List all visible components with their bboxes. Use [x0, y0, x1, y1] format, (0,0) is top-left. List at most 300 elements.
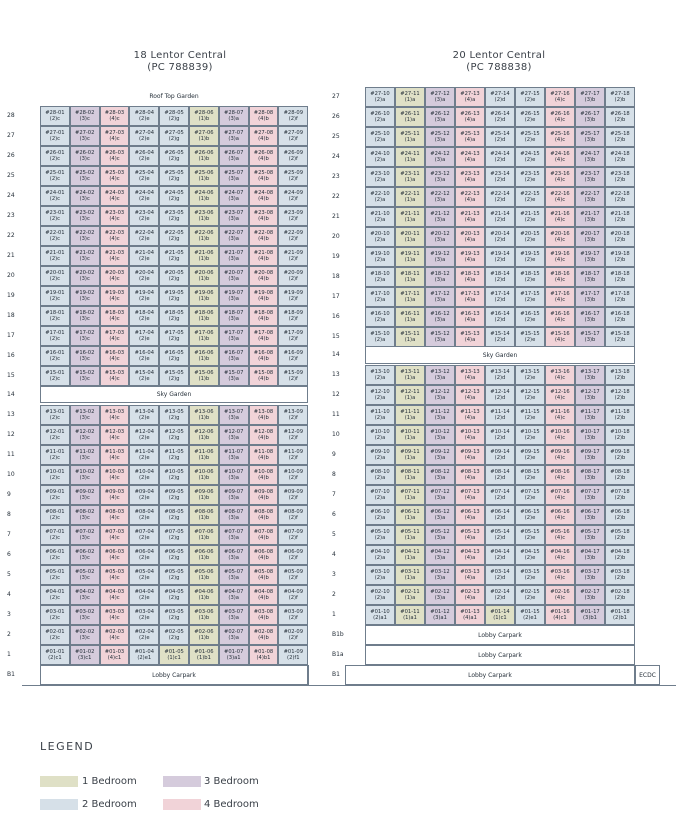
building-18-floor-13: 13 — [7, 411, 15, 418]
unit-cell — [605, 405, 635, 425]
unit-cell — [189, 445, 219, 465]
unit-type: (3)c1 — [77, 655, 92, 661]
unit-cell — [70, 326, 100, 346]
unit-type: (2)b — [614, 157, 626, 163]
unit-type: (4)c — [109, 435, 120, 441]
unit-cell — [605, 107, 635, 127]
unit-cell — [278, 545, 308, 565]
unit-number: #06-11 — [400, 508, 420, 515]
unit-type: (2)b — [614, 277, 626, 283]
unit-number: #02-04 — [134, 628, 154, 635]
unit-type: (4)a1 — [463, 615, 477, 621]
unit-cell — [129, 445, 159, 465]
unit-type: (3)a — [434, 515, 446, 521]
unit-number: #23-18 — [610, 170, 630, 177]
building-20-floor-17: 17 — [332, 293, 340, 300]
unit-number: #01-08 — [253, 648, 274, 655]
unit-cell — [365, 247, 395, 267]
unit-type: (1)a — [404, 117, 416, 123]
unit-number: #21-15 — [520, 210, 540, 217]
unit-number: #22-07 — [223, 229, 244, 236]
unit-cell — [605, 187, 635, 207]
unit-type: (4)b — [258, 595, 269, 601]
unit-number: #27-03 — [104, 129, 125, 136]
unit-type: (2)b — [614, 257, 626, 263]
unit-type: (4)a — [464, 495, 476, 501]
unit-cell — [425, 207, 455, 227]
unit-cell — [575, 127, 605, 147]
unit-type: (2)e — [139, 356, 150, 362]
unit-cell — [365, 445, 395, 465]
unit-type: (3)b — [584, 317, 596, 323]
unit-type: (2)d — [494, 575, 506, 581]
unit-cell — [455, 565, 485, 585]
unit-number: #25-13 — [460, 130, 480, 137]
unit-cell — [40, 146, 70, 166]
unit-cell — [485, 267, 515, 287]
unit-type: (4)a — [464, 317, 476, 323]
unit-number: #22-13 — [460, 190, 480, 197]
unit-cell — [159, 585, 189, 605]
unit-type: (1)b — [198, 475, 210, 481]
unit-type: (4)a — [464, 515, 476, 521]
unit-number: #26-17 — [580, 110, 600, 117]
unit-number: #12-07 — [223, 428, 244, 435]
building-18-floor-23: 23 — [7, 212, 15, 219]
unit-number: #06-01 — [45, 548, 65, 555]
unit-type: (3)a — [228, 196, 239, 202]
unit-number: #26-16 — [550, 110, 570, 117]
unit-number: #07-18 — [610, 488, 630, 495]
unit-type: (4)a — [464, 415, 476, 421]
unit-cell — [455, 485, 485, 505]
unit-type: (2)g — [168, 196, 180, 202]
unit-cell — [485, 505, 515, 525]
building-20-postal: (PC 788838) — [466, 62, 532, 73]
unit-number: #23-01 — [45, 209, 65, 216]
unit-number: #09-14 — [490, 448, 510, 455]
unit-number: #11-08 — [253, 448, 274, 455]
unit-number: #28-04 — [134, 109, 154, 116]
unit-type: (1)b — [198, 415, 210, 421]
building-20-floor-14: 14 — [332, 351, 340, 358]
unit-number: #03-06 — [194, 608, 214, 615]
unit-number: #05-04 — [134, 568, 154, 575]
unit-type: (1)a — [404, 197, 416, 203]
unit-type: (2)f — [288, 515, 298, 521]
unit-cell — [425, 365, 455, 385]
unit-type: (4)a — [464, 97, 476, 103]
unit-number: #08-18 — [610, 468, 630, 475]
building-20-name: 20 Lentor Central — [452, 50, 546, 61]
unit-number: #06-17 — [580, 508, 600, 515]
building-20-floor-3: 3 — [332, 571, 336, 578]
unit-type: (3)a — [434, 435, 446, 441]
unit-cell — [219, 186, 249, 206]
building-20-floor-16: 16 — [332, 313, 340, 320]
unit-number: #07-17 — [580, 488, 600, 495]
unit-cell — [70, 545, 100, 565]
unit-number: #09-15 — [520, 448, 540, 455]
unit-cell — [40, 286, 70, 306]
unit-type: (2)a1 — [373, 615, 387, 621]
unit-type: (2)f — [288, 615, 298, 621]
unit-type: (3)b — [584, 475, 596, 481]
unit-cell — [485, 87, 515, 107]
unit-cell — [40, 465, 70, 485]
unit-number: #21-07 — [223, 249, 244, 256]
unit-type: (2)a — [374, 97, 386, 103]
building-20-floor-26: 26 — [332, 113, 340, 120]
unit-cell — [395, 365, 425, 385]
unit-cell — [515, 525, 545, 545]
unit-number: #18-14 — [490, 270, 510, 277]
unit-cell — [455, 365, 485, 385]
unit-number: #16-02 — [74, 349, 95, 356]
unit-cell — [365, 327, 395, 347]
unit-type: (3)b — [584, 515, 596, 521]
unit-cell — [575, 107, 605, 127]
unit-type: (3)a — [434, 177, 446, 183]
unit-type: (3)a — [228, 156, 239, 162]
unit-type: (2)f — [288, 535, 298, 541]
unit-type: (4)a — [464, 217, 476, 223]
unit-number: #02-06 — [194, 628, 214, 635]
unit-number: #04-06 — [194, 588, 214, 595]
unit-type: (2)b — [614, 375, 626, 381]
unit-type: (2)b — [614, 575, 626, 581]
unit-cell — [70, 485, 100, 505]
unit-cell — [40, 645, 70, 665]
unit-type: (1)a — [404, 395, 416, 401]
unit-number: #16-18 — [610, 310, 630, 317]
unit-number: #07-01 — [45, 528, 65, 535]
unit-cell — [100, 306, 130, 326]
unit-type: (3)a1 — [226, 655, 241, 661]
unit-number: #22-05 — [164, 229, 184, 236]
unit-number: #02-16 — [550, 588, 570, 595]
unit-cell — [455, 505, 485, 525]
unit-type: (2)g — [168, 256, 180, 262]
unit-type: (2)e — [524, 475, 536, 481]
building-18-floor-19: 19 — [7, 292, 15, 299]
unit-number: #26-13 — [460, 110, 480, 117]
unit-type: (2)b — [614, 395, 626, 401]
unit-cell — [515, 187, 545, 207]
unit-cell — [545, 107, 575, 127]
unit-cell — [100, 565, 130, 585]
unit-number: #21-02 — [74, 249, 95, 256]
unit-type: (2)g — [168, 615, 180, 621]
unit-number: #18-12 — [430, 270, 450, 277]
unit-type: (4)b — [258, 236, 269, 242]
unit-cell — [159, 445, 189, 465]
unit-type: (2)b — [614, 117, 626, 123]
unit-number: #27-06 — [194, 129, 214, 136]
unit-number: #10-13 — [460, 428, 480, 435]
unit-number: #20-18 — [610, 230, 630, 237]
unit-cell — [40, 346, 70, 366]
building-18-floor-24: 24 — [7, 192, 15, 199]
unit-number: #02-05 — [164, 628, 184, 635]
unit-cell — [545, 505, 575, 525]
unit-number: #12-10 — [370, 388, 390, 395]
unit-number: #08-08 — [253, 508, 274, 515]
unit-cell — [100, 366, 130, 386]
unit-type: (2)a — [374, 475, 386, 481]
unit-number: #17-06 — [194, 329, 214, 336]
unit-cell — [189, 505, 219, 525]
unit-type: (4)a — [464, 277, 476, 283]
unit-cell — [425, 525, 455, 545]
unit-type: (4)c — [554, 395, 566, 401]
unit-type: (4)c — [109, 555, 120, 561]
unit-type: (1)b — [198, 575, 210, 581]
unit-cell — [605, 147, 635, 167]
unit-number: #10-18 — [610, 428, 630, 435]
unit-number: #10-06 — [194, 468, 214, 475]
unit-number: #21-16 — [550, 210, 570, 217]
unit-number: #15-16 — [550, 330, 570, 337]
unit-cell — [455, 247, 485, 267]
unit-cell — [159, 146, 189, 166]
unit-type: (4)b — [258, 535, 269, 541]
unit-type: (2)d — [494, 455, 506, 461]
unit-cell — [70, 246, 100, 266]
building-18-floor-1: 1 — [7, 651, 11, 658]
unit-cell — [515, 365, 545, 385]
unit-number: #26-02 — [74, 149, 95, 156]
unit-number: #04-18 — [610, 548, 630, 555]
unit-number: #20-04 — [134, 269, 154, 276]
unit-number: #15-14 — [490, 330, 510, 337]
unit-number: #02-14 — [490, 588, 510, 595]
unit-cell — [365, 485, 395, 505]
building-18-right-wall — [308, 665, 309, 685]
unit-number: #15-18 — [610, 330, 630, 337]
unit-cell — [249, 166, 279, 186]
building-20-floor-9: 9 — [332, 451, 336, 458]
unit-type: (3)a — [434, 217, 446, 223]
unit-cell — [189, 206, 219, 226]
unit-type: (4)a — [464, 435, 476, 441]
unit-cell — [100, 425, 130, 445]
unit-type: (4)c — [109, 635, 120, 641]
unit-type: (4)c — [554, 455, 566, 461]
unit-type: (4)c — [109, 575, 120, 581]
unit-type: (2)f — [288, 356, 298, 362]
unit-number: #20-12 — [430, 230, 450, 237]
unit-type: (2)c — [49, 475, 60, 481]
unit-type: (4)c — [554, 317, 566, 323]
unit-cell — [129, 326, 159, 346]
unit-cell — [395, 545, 425, 565]
unit-type: (2)a — [374, 317, 386, 323]
unit-cell — [129, 625, 159, 645]
unit-number: #23-05 — [164, 209, 184, 216]
unit-cell — [70, 565, 100, 585]
unit-type: (2)b — [614, 495, 626, 501]
unit-cell — [515, 605, 545, 625]
unit-number: #08-14 — [490, 468, 510, 475]
unit-number: #18-13 — [460, 270, 480, 277]
unit-number: #10-03 — [104, 468, 125, 475]
unit-number: #18-03 — [104, 309, 125, 316]
unit-number: #15-07 — [223, 369, 244, 376]
unit-type: (3)b — [584, 595, 596, 601]
unit-type: (2)a — [374, 435, 386, 441]
unit-type: (2)e — [139, 136, 150, 142]
unit-number: #01-06 — [194, 648, 214, 655]
unit-cell — [545, 267, 575, 287]
unit-type: (2)e — [139, 236, 150, 242]
building-18-floor-5: 5 — [7, 571, 11, 578]
unit-type: (4)c — [109, 236, 120, 242]
unit-cell — [545, 247, 575, 267]
unit-number: #09-18 — [610, 448, 630, 455]
unit-cell — [189, 605, 219, 625]
unit-type: (4)b — [258, 116, 269, 122]
unit-type: (2)g — [168, 216, 180, 222]
unit-cell — [485, 545, 515, 565]
unit-cell — [545, 425, 575, 445]
unit-type: (2)c — [49, 256, 60, 262]
unit-number: #19-04 — [134, 289, 154, 296]
unit-cell — [515, 465, 545, 485]
unit-cell — [515, 87, 545, 107]
unit-number: #28-02 — [74, 109, 95, 116]
unit-type: (4)a — [464, 375, 476, 381]
unit-cell — [40, 166, 70, 186]
unit-number: #24-04 — [134, 189, 154, 196]
unit-number: #22-17 — [580, 190, 600, 197]
unit-cell — [278, 166, 308, 186]
unit-type: (3)a — [434, 277, 446, 283]
unit-type: (4)c — [554, 555, 566, 561]
unit-type: (4)c — [554, 435, 566, 441]
unit-number: #19-16 — [550, 250, 570, 257]
building-20-floor-5: 5 — [332, 531, 336, 538]
unit-cell — [455, 605, 485, 625]
unit-cell — [219, 605, 249, 625]
unit-number: #21-06 — [194, 249, 214, 256]
unit-cell — [189, 425, 219, 445]
unit-cell — [575, 147, 605, 167]
unit-cell — [189, 326, 219, 346]
unit-cell — [219, 206, 249, 226]
unit-cell — [189, 465, 219, 485]
unit-type: (3)c — [79, 236, 90, 242]
unit-cell — [455, 307, 485, 327]
unit-number: #19-09 — [283, 289, 303, 296]
unit-type: (2)f — [288, 116, 298, 122]
unit-type: (3)b — [584, 495, 596, 501]
unit-type: (2)d — [494, 297, 506, 303]
unit-cell — [515, 287, 545, 307]
unit-number: #27-14 — [490, 90, 510, 97]
unit-number: #02-08 — [253, 628, 274, 635]
unit-type: (2)f — [288, 136, 298, 142]
unit-number: #21-13 — [460, 210, 480, 217]
unit-number: #03-09 — [283, 608, 303, 615]
unit-number: #10-07 — [223, 468, 244, 475]
unit-type: (2)d — [494, 395, 506, 401]
unit-number: #13-03 — [104, 408, 125, 415]
unit-number: #09-13 — [460, 448, 480, 455]
unit-type: (4)b — [258, 156, 269, 162]
unit-cell — [159, 266, 189, 286]
unit-number: #16-10 — [370, 310, 390, 317]
unit-cell — [545, 87, 575, 107]
unit-cell — [159, 326, 189, 346]
unit-number: #15-10 — [370, 330, 390, 337]
unit-type: (3)a — [434, 555, 446, 561]
unit-cell — [425, 505, 455, 525]
unit-number: #05-10 — [370, 528, 390, 535]
unit-number: #19-03 — [104, 289, 125, 296]
unit-cell — [129, 146, 159, 166]
unit-number: #18-17 — [580, 270, 600, 277]
unit-number: #17-01 — [45, 329, 65, 336]
unit-number: #13-09 — [283, 408, 303, 415]
unit-type: (2)d — [494, 317, 506, 323]
unit-number: #25-06 — [194, 169, 214, 176]
unit-number: #19-06 — [194, 289, 214, 296]
unit-cell — [249, 585, 279, 605]
unit-type: (2)a — [374, 595, 386, 601]
unit-type: (2)b — [614, 415, 626, 421]
unit-type: (2)e — [139, 256, 150, 262]
unit-number: #23-13 — [460, 170, 480, 177]
unit-number: #24-17 — [580, 150, 600, 157]
unit-type: (2)d — [494, 515, 506, 521]
unit-number: #12-18 — [610, 388, 630, 395]
unit-cell — [159, 346, 189, 366]
unit-cell — [159, 366, 189, 386]
unit-type: (1)b — [198, 515, 210, 521]
unit-type: (1)b — [198, 615, 210, 621]
unit-type: (4)c — [109, 356, 120, 362]
unit-cell — [219, 346, 249, 366]
unit-number: #03-13 — [460, 568, 480, 575]
unit-type: (3)c — [79, 136, 90, 142]
unit-cell — [40, 425, 70, 445]
unit-number: #25-08 — [253, 169, 274, 176]
unit-number: #08-17 — [580, 468, 600, 475]
unit-type: (2)d — [494, 555, 506, 561]
unit-cell — [100, 106, 130, 126]
building-18-floor-27: 27 — [7, 132, 15, 139]
unit-number: #27-10 — [370, 90, 390, 97]
unit-number: #08-01 — [45, 508, 65, 515]
unit-type: (2)d — [494, 177, 506, 183]
unit-number: #20-05 — [164, 269, 184, 276]
unit-cell — [425, 425, 455, 445]
unit-cell — [129, 346, 159, 366]
unit-number: #27-17 — [580, 90, 600, 97]
unit-number: #25-02 — [74, 169, 95, 176]
unit-cell — [189, 545, 219, 565]
unit-cell — [455, 545, 485, 565]
unit-cell — [395, 445, 425, 465]
unit-number: #16-09 — [283, 349, 303, 356]
unit-cell — [515, 147, 545, 167]
unit-type: (3)c — [79, 495, 90, 501]
unit-cell — [485, 525, 515, 545]
unit-type: (1)a — [404, 277, 416, 283]
unit-cell — [515, 585, 545, 605]
unit-cell — [545, 525, 575, 545]
